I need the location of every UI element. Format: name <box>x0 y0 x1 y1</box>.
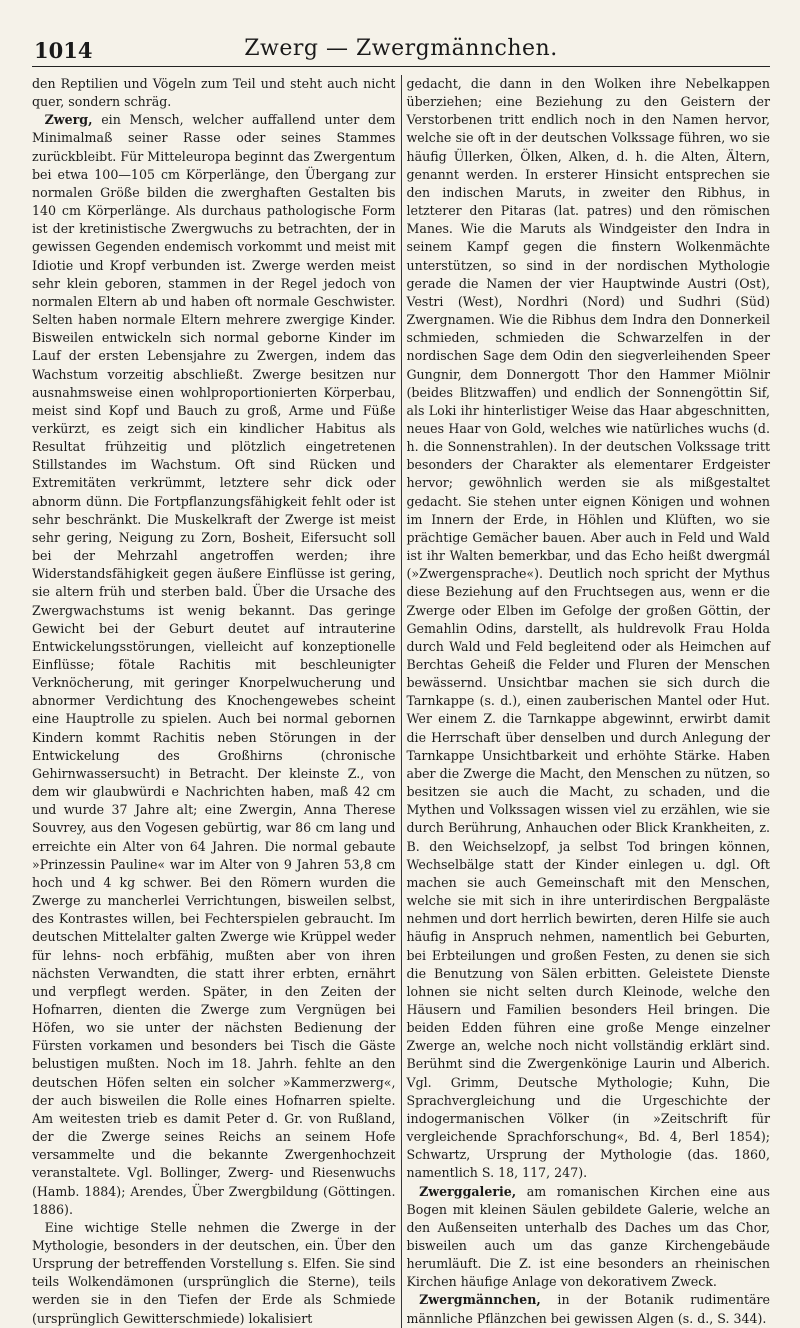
entry-zwerg-text: ein Mensch, welcher auffallend unter dem Minimalmaß seiner Rasse oder seines Stammes zurückbleibt. Für Mitteleuropa beginnt das Zwergentum bei etwa 100—105 cm Körperlänge, den Übergang zur normalen Größe bilden die zwerghaften Gestalten bis 140 cm Körperlänge. Als durchaus pathologische Form ist der kretinistische Zwergwuchs zu betrachten, der in gewissen Gegenden endemisch vorkommt und meist mit Idiotie und Kropf verbunden ist. Zwerge werden meist sehr klein geboren, stammen in der Regel jedoch von normalen Eltern ab und haben oft normale Geschwister. Selten haben normale Eltern mehrere zwergige Kinder. Bisweilen entwickeln sich normal geborne Kinder im Lauf der ersten Lebensjahre zu Zwergen, indem das Wachstum vorzeitig abschließt. Zwerge besitzen nur ausnahmsweise einen wohlproportionierten Körperbau, meist sind Kopf und Bauch zu groß, Arme und Füße verkürzt, es zeigt sich ein kindlicher Habitus als Resultat frühzeitig und plötzlich eingetretenen Stillstandes im Wachstum. Oft sind Rücken und Extremitäten verkrümmt, letztere sehr dick oder abnorm dünn. Die Fortpflanzungsfähigkeit fehlt oder ist sehr beschränkt. Die Muskelkraft der Zwerge ist meist sehr gering, Neigung zu Zorn, Bosheit, Eifersucht soll bei der Mehrzahl angetroffen werden; ihre Widerstandsfähigkeit gegen äußere Einflüsse ist gering, sie altern früh und sterben bald. Über die Ursache des Zwergwachstums ist wenig bekannt. Das geringe Gewicht bei der Geburt deutet auf intrauterine Entwickelungsstörungen, vielleicht auf konzeptionelle Einflüsse; fötale Rachitis mit beschleunigter Verknöcherung, mit geringer Knorpelwucherung und abnormer Verdichtung des Knochengewebes scheint eine Hauptrolle zu spielen. Auch bei normal gebornen Kindern kommt Rachitis neben Störungen in der Entwickelung des Großhirns (chronische Gehirnwassersucht) in Betracht. Der kleinste Z., von dem wir glaubwürdi e Nachrichten haben, maß 42 cm und wurde 37 Jahre alt; eine Zwergin, Anna Therese Souvrey, aus den Vogesen gebürtig, war 86 cm lang und erreichte ein Alter von 64 Jahren. Die normal gebaute »Prinzessin Pauline« war im Alter von 9 Jahren 53,8 cm hoch und 4 kg schwer. Bei den Römern wurden die Zwerge zu mancherlei Verrichtungen, bisweilen selbst, des Kontrastes willen, bei Fechterspielen gebraucht. Im deutschen Mittelalter galten Zwerge wie Krüppel weder für lehns- noch erbfähig, mußten aber von ihren nächsten Verwandten, die statt ihrer erbten, ernährt und verpflegt werden. Später, in den Zeiten der Hofnarren, dienten die Zwerge zum Vergnügen bei Höfen, wo sie unter der nächsten Bedienung der Fürsten vorkamen und besonders bei Tisch die Gäste belustigen mußten. Noch im 18. Jahrh. fehlte an den deutschen Höfen selten ein solcher »Kammerzwerg«, der auch bisweilen die Rolle eines Hofnarren spielte. Am weitesten trieb es damit Peter d. Gr. von Rußland, der die Zwerge seines Reichs an seinem Hofe versammelte und die bekannte Zwergenhochzeit veranstaltete. Vgl. Bollinger, Zwerg- und Riesenwuchs (Hamb. 1884); Arendes, Über Zwergbildung (Göttingen. 1886). <box>32 112 396 1217</box>
headword-zwergmaennchen: Zwergmännchen, <box>419 1292 541 1308</box>
running-head: Zwerg — Zwergmännchen. <box>244 36 558 61</box>
paragraph-mythology: Eine wichtige Stelle nehmen die Zwerge in der Mythologie, besonders in der deutschen, ein. Über den Ursprung der betreffenden Vorstellung s. Elfen. Sie sind teils Wolkendämonen (ursprünglich die Sterne), teils werden sie in den Tiefen der Erde als Schmiede (ursprünglich Gewitterschmiede) lokalisiert <box>32 1219 396 1326</box>
entry-zwerggalerie <box>407 1183 771 1292</box>
left-column <box>32 75 401 1328</box>
paragraph-continuation: den Reptilien und Vögeln zum Teil und steht auch nicht quer, sondern schräg. <box>32 76 396 110</box>
entry-zwergmaennchen <box>407 1291 771 1327</box>
headword-zwerg: Zwerg, <box>44 112 93 128</box>
paragraph-mythology-continued: gedacht, die dann in den Wolken ihre Nebelkappen überziehen; eine Beziehung zu den Geistern der Verstorbenen tritt endlich noch in den Namen hervor, welche sie oft in der deutschen Volkssage führen, wo sie häufig Üllerken, Ölken, Alken, d. h. die Alten, Ältern, genannt werden. In ersterer Hinsicht entsprechen sie den indischen Maruts, in zweiter den Ribhus, in letzterer den Pitaras (lat. patres) und den römischen Manes. Wie die Maruts als Windgeister den Indra in seinem Kampf gegen die finstern Wolkenmächte unterstützen, so sind in der nordischen Mythologie gerade die Namen der vier Hauptwinde Austri (Ost), Vestri (West), Nordhri (Nord) und Sudhri (Süd) Zwergnamen. Wie die Ribhus dem Indra den Donnerkeil schmieden, schmieden die Schwarzelfen in der nordischen Sage dem Odin den siegverleihenden Speer Gungnir, dem Donnergott Thor den Hammer Miölnir (beides Blitzwaffen) und endlich der Sonnengöttin Sif, als Loki ihr hinterlistiger Weise das Haar abgeschnitten, neues Haar von Gold, welches wie natürliches wuchs (d. h. die Sonnenstrahlen). In der deutschen Volkssage tritt besonders der Charakter als elementarer Erdgeister hervor; gewöhnlich werden sie als mißgestaltet gedacht. Sie stehen unter eignen Königen und wohnen im Innern der Erde, in Höhlen und Klüften, wo sie prächtige Gemächer bauen. Aber auch in Feld und Wald ist ihr Walten bemerkbar, und das Echo heißt dwergmál (»Zwergensprache«). Deutlich noch spricht der Mythus diese Beziehung auf den Fruchtsegen aus, wenn er die Zwerge oder Elben im Gefolge der großen Göttin, der Gemahlin Odins, darstellt, als huldrevolk Frau Holda durch Wald und Feld begleitend oder als Heimchen auf Berchtas Geheiß die Felder und Fluren der Menschen bewässernd. Unsichtbar machen sie sich durch die Tarnkappe (s. d.), einen zauberischen Mantel oder Hut. Wer einem Z. die Tarnkappe abgewinnt, erwirbt damit die Herrschaft über denselben und durch Anlegung der Tarnkappe Unsichtbarkeit und erhöhte Stärke. Haben aber die Zwerge die Macht, den Menschen zu nützen, so besitzen sie auch die Macht, zu schaden, und die Mythen und Volkssagen wissen viel zu erzählen, wie sie durch Berührung, Anhauchen oder Blick Krankheiten, z. B. den Weichselzopf, ja selbst Tod bringen können, Wechselbälge statt der Kinder einlegen u. dgl. Oft machen sie auch Gemeinschaft mit den Menschen, welche sie mit sich in ihre unterirdischen Bergpaläste nehmen und dort herrlich bewirten, deren Hilfe sie auch häufig in Anspruch nehmen, namentlich bei Geburten, bei Erbteilungen und großen Festen, zu denen sie sich die Benutzung von Sälen erbitten. Geleistete Dienste lohnen sie nicht selten durch Kleinode, welche den Häusern und Familien besonders Heil bringen. Die beiden Edden führen eine große Menge einzelner Zwerge an, welche noch nicht vollständig erklärt sind. Berühmt sind die Zwergenkönige Laurin und Alberich. Vgl. Grimm, Deutsche Mythologie; Kuhn, Die Sprachvergleichung und die Urgeschichte der indogermanischen Völker (in »Zeitschrift für vergleichende Sprachforschung«, Bd. 4, Berl 1854); Schwartz, Ursprung der Mythologie (das. 1860, namentlich S. 18, 117, 247). <box>406 76 770 1181</box>
headword-zwerggalerie: Zwerggalerie, <box>419 1183 517 1199</box>
page-number: 1014 <box>34 38 93 63</box>
page-header <box>32 34 770 67</box>
text-columns <box>32 75 770 1328</box>
entry-zwerggalerie-text: am romanischen Kirchen eine aus Bogen mit kleinen Säulen gebildete Galerie, welche an den Außenseiten unterhalb des Daches um das Chor, bisweilen auch um das ganze Kirchengebäude herumläuft. Die Z. ist eine besonders an rheinischen Kirchen häufige Anlage von dekorativem Zweck. <box>406 1183 770 1290</box>
entry-zwergmaennchen-text: in der Botanik rudimentäre männliche Pflänzchen bei gewissen Algen (s. d., S. 344). <box>406 1292 770 1326</box>
right-column <box>402 75 771 1328</box>
entry-zwerg <box>32 111 396 1219</box>
